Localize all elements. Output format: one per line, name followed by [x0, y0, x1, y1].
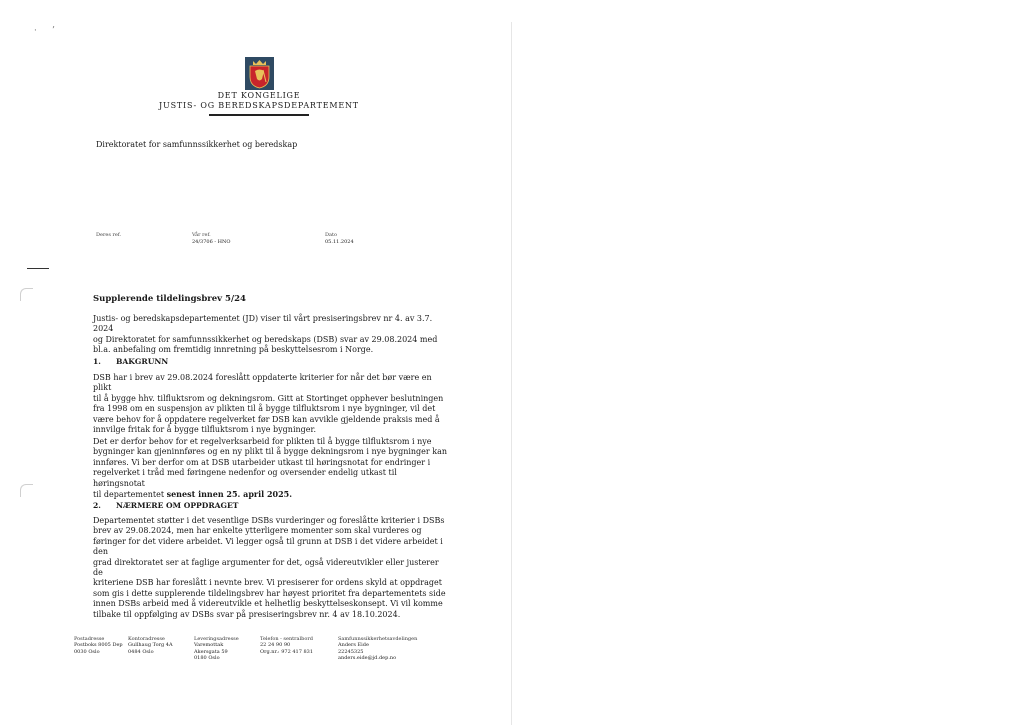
intro-paragraph: [93, 314, 451, 356]
contact-email: anders.eide@jd.dep.no: [338, 655, 397, 662]
footer-line: 22 24 90 90: [260, 642, 291, 649]
text-line: Departementet støtter i det vesentlige DSBs vurderinger og foreslåtte kriterier i DSBs: [93, 516, 445, 525]
text-line: til å bygge hhv. tilfluktsrom og dekningsrom. Gitt at Stortinget opphever beslutningen: [93, 393, 444, 403]
footer-label: Leveringsadresse: [194, 636, 239, 642]
text-line: brev av 29.08.2024, men har enkelte ytterligere momenter som skal vurderes og: [93, 526, 422, 536]
footer-line: Anders Eide: [338, 642, 369, 649]
blank-page: [512, 0, 1024, 725]
date-label: Dato: [325, 232, 338, 238]
section-number: 1.: [93, 357, 101, 366]
section-title: BAKGRUNN: [116, 357, 169, 366]
text-line: innføres. Vi ber derfor om at DSB utarbeider utkast til høringsnotat for endringer i: [93, 457, 431, 467]
footer-line: Akersgata 59: [194, 648, 228, 655]
footer-office: [128, 636, 173, 655]
text-line: tilbake til oppfølging av DSBs svar på presiseringsbrev nr. 4 av 18.10.2024.: [93, 609, 401, 619]
punch-hole-mark: [20, 288, 33, 301]
text-line: kriteriene DSB har foreslått i nevnte brev. Vi presiserer for ordens skyld at oppdraget: [93, 578, 442, 588]
footer-line: 0030 Oslo: [74, 648, 100, 655]
recipient: Direktoratet for samfunnssikkerhet og beredskap: [96, 140, 298, 149]
text-line: bl.a. anbefaling om fremtidig innretning på beskyttelsesrom i Norge.: [93, 345, 374, 355]
footer-line: Org.nr.: 972 417 831: [260, 648, 314, 655]
footer-label: Telefon - sentralbord: [260, 636, 313, 642]
letterhead-line1: DET KONGELIGE: [217, 91, 301, 100]
footer-label: Postadresse: [74, 636, 105, 642]
date: [325, 232, 354, 246]
our-ref: [192, 232, 230, 246]
footer-line: 22245325: [338, 648, 364, 655]
section-number: 2.: [93, 501, 101, 510]
text-line: være behov for å oppdatere regelverket før DSB kan avvikle gjeldende praksis med å: [93, 414, 440, 424]
date-value: 05.11.2024: [325, 239, 354, 245]
footer-label: Samfunnssikkerhetsavdelingen: [338, 636, 418, 642]
section-1-paragraph-1: [93, 373, 451, 435]
punch-hole-mark: [20, 484, 33, 497]
footer-delivery: [194, 636, 239, 662]
text-line: innen DSBs arbeid med å videreutvikle et helhetlig beskyttelseskonsept. Vi vil komme: [93, 599, 443, 609]
section-1-paragraph-2: [93, 437, 451, 500]
your-ref: [96, 232, 121, 239]
footer-line: 0484 Oslo: [128, 648, 154, 655]
text-line: føringer for det videre arbeidet. Vi legger også til grunn at DSB i det videre arbeidet i den: [93, 536, 443, 557]
text-fragment: til departementet: [93, 490, 167, 500]
text-line: fra 1998 om en suspensjon av plikten til å bygge tilfluktsrom i nye bygninger, vil det: [93, 404, 436, 414]
footer-department: [338, 636, 417, 662]
section-2-heading: [93, 501, 238, 510]
margin-mark: [27, 268, 49, 269]
letterhead-rule: [209, 114, 309, 116]
text-line: [93, 489, 451, 500]
text-line: innvilge fritak for å bygge tilfluktsrom i nye bygninger.: [93, 425, 317, 435]
section-title: NÆRMERE OM OPPDRAGET: [116, 501, 239, 510]
our-ref-value: 24/3706 - HNO: [192, 239, 231, 245]
letterhead: [150, 91, 368, 116]
text-line: regelverket i tråd med føringene nedenfor og oversender endelig utkast til høringsnotat: [93, 468, 397, 488]
letterhead-line2: JUSTIS- OG BEREDSKAPSDEPARTEMENT: [159, 101, 359, 110]
coat-of-arms-icon: [245, 57, 274, 90]
footer-postal: [74, 636, 123, 655]
section-2-paragraph-1: [93, 516, 451, 620]
footer-line: Postboks 8005 Dep: [74, 642, 123, 649]
page-divider: [511, 22, 512, 725]
text-line: grad direktoratet ser at faglige argumenter for det, også videreutvikler eller justerer de: [93, 557, 439, 578]
footer-line: 0180 Oslo: [194, 655, 220, 662]
section-1-heading: [93, 357, 168, 366]
text-line: DSB har i brev av 29.08.2024 foreslått oppdaterte kriterier for når det bør være en plikt: [93, 373, 432, 393]
footer-phone: [260, 636, 313, 655]
text-line: som gis i dette supplerende tildelingsbrev har høyest prioritet fra departementets side: [93, 588, 446, 598]
text-line: Det er derfor behov for et regelverksarbeid for plikten til å bygge tilfluktsrom i nye: [93, 437, 432, 446]
text-line: Justis- og beredskapsdepartementet (JD) viser til vårt presiseringsbrev nr 4. av 3.7. 2024: [93, 314, 433, 334]
footer-line: Varemottak: [194, 642, 224, 649]
your-ref-label: Deres ref.: [96, 232, 122, 238]
scan-specks: · ʼ: [34, 26, 61, 36]
our-ref-label: Vår ref.: [192, 232, 211, 238]
text-line: bygninger kan gjeninnføres og en ny plikt til å bygge dekningsrom i nye bygninger kan: [93, 447, 448, 457]
document-title: Supplerende tildelingsbrev 5/24: [93, 294, 246, 304]
footer-line: Gullhaug Torg 4A: [128, 642, 173, 649]
footer-label: Kontoradresse: [128, 636, 165, 642]
deadline: senest innen 25. april 2025.: [166, 489, 293, 500]
text-line: og Direktoratet for samfunnssikkerhet og beredskaps (DSB) svar av 29.08.2024 med: [93, 334, 438, 344]
